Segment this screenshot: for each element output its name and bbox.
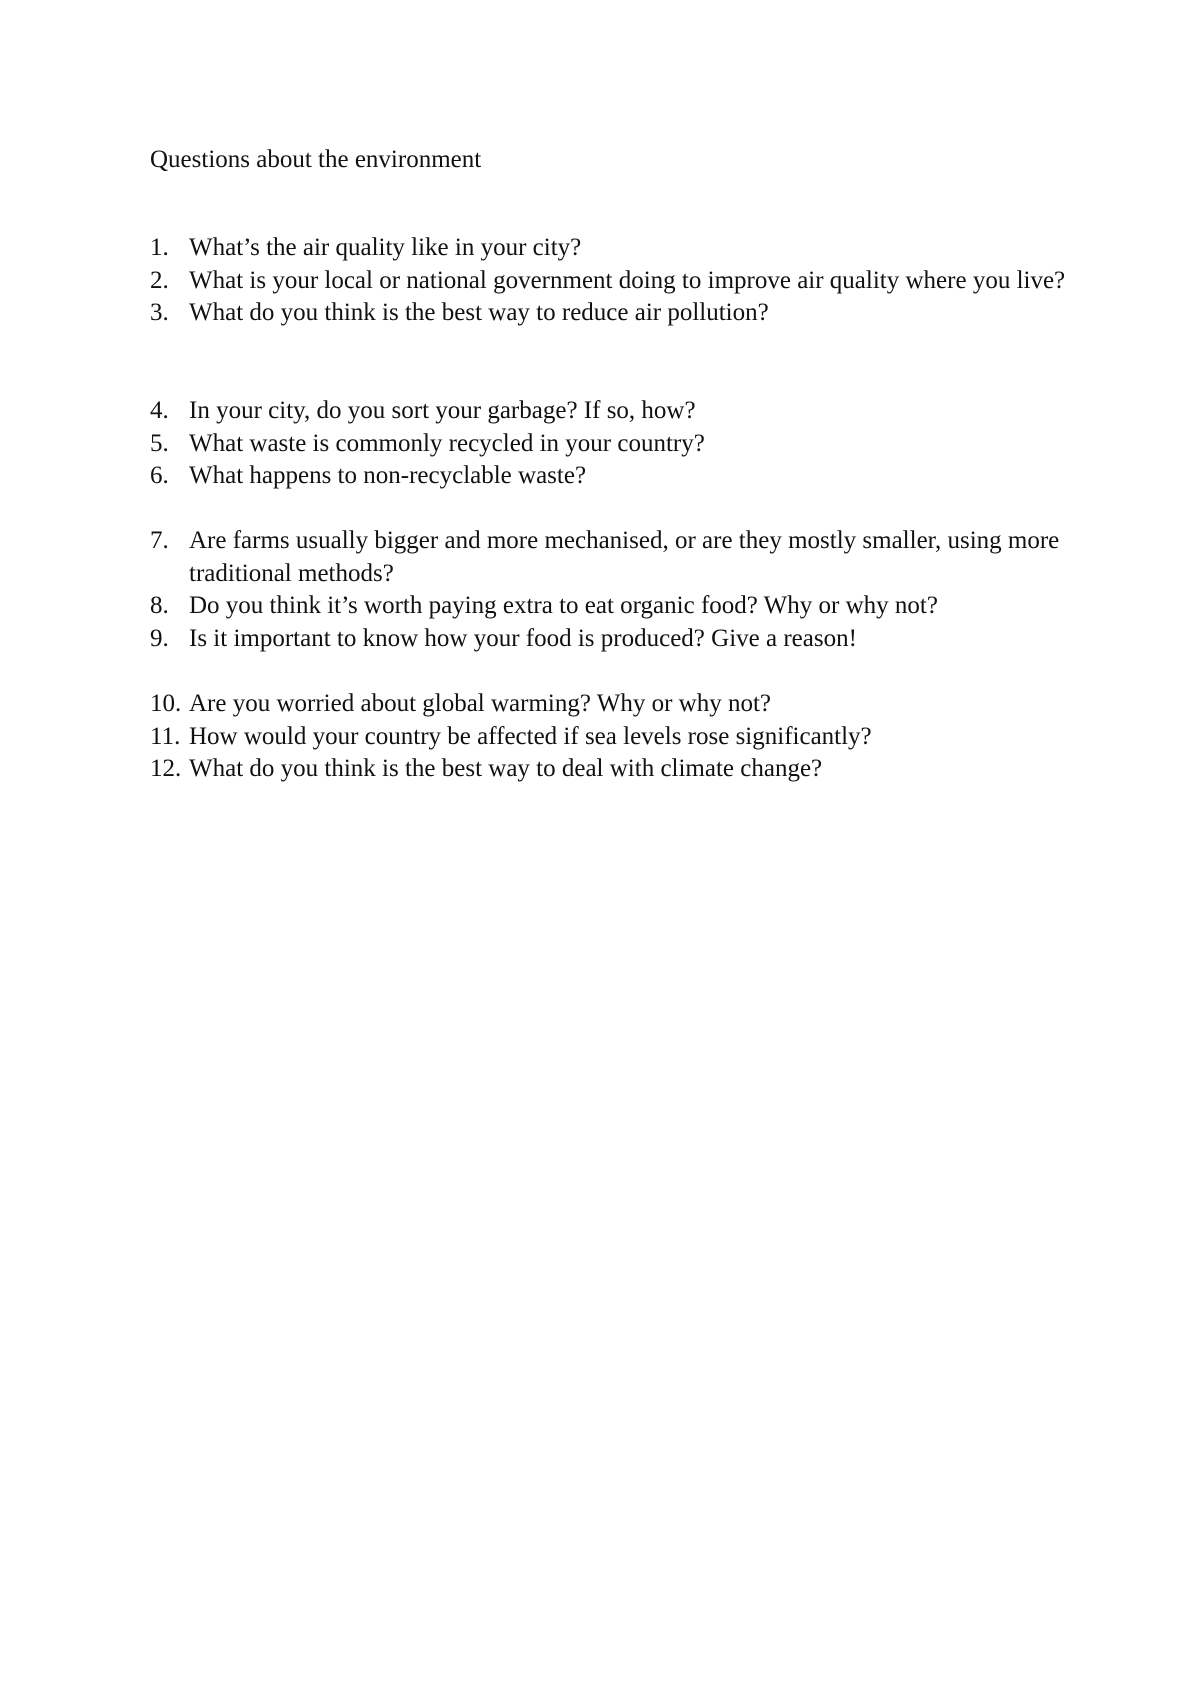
question-text: Is it important to know how your food is produced? Give a reason! — [189, 624, 857, 652]
question-item — [150, 525, 1080, 590]
question-text: What do you think is the best way to deal with climate change? — [189, 755, 823, 782]
question-text: What waste is commonly recycled in your country? — [189, 429, 705, 457]
question-number: 11. — [150, 722, 181, 750]
question-item — [150, 297, 1080, 330]
question-number: 8. — [150, 592, 169, 619]
question-group-waste — [150, 395, 1080, 493]
question-number: 6. — [150, 462, 169, 489]
question-number: 9. — [150, 624, 169, 652]
question-text: In your city, do you sort your garbage? If so, how? — [189, 397, 696, 424]
question-number: 10. — [150, 690, 182, 717]
question-number: 3. — [150, 299, 169, 326]
question-text: Do you think it’s worth paying extra to eat organic food? Why or why not? — [189, 592, 938, 619]
question-number: 5. — [150, 429, 169, 457]
question-text: What is your local or national government doing to improve air quality where you live? — [189, 266, 1066, 294]
question-item — [150, 688, 1080, 721]
question-item — [150, 232, 1080, 265]
question-number: 4. — [150, 397, 169, 424]
question-item — [150, 753, 1080, 786]
question-number: 2. — [150, 266, 169, 294]
question-text: What’s the air quality like in your city? — [189, 234, 582, 261]
question-group-air-quality — [150, 232, 1080, 330]
question-item — [150, 721, 1080, 754]
question-group-climate — [150, 688, 1080, 786]
question-item — [150, 590, 1080, 623]
question-item — [150, 395, 1080, 428]
question-item — [150, 460, 1080, 493]
question-text: How would your country be affected if sea levels rose significantly? — [189, 722, 872, 750]
question-number: 7. — [150, 527, 169, 554]
question-text: What happens to non-recyclable waste? — [189, 462, 587, 489]
question-text: Are farms usually bigger and more mechanised, or are they mostly smaller, using more traditional methods? — [189, 527, 1060, 587]
document-title: Questions about the environment — [150, 146, 482, 173]
question-item — [150, 265, 1080, 298]
question-text: Are you worried about global warming? Why or why not? — [189, 690, 772, 717]
question-number: 12. — [150, 755, 182, 782]
question-item — [150, 623, 1080, 656]
question-number: 1. — [150, 234, 169, 261]
question-group-food — [150, 525, 1080, 655]
question-text: What do you think is the best way to reduce air pollution? — [189, 299, 769, 326]
question-item — [150, 428, 1080, 461]
